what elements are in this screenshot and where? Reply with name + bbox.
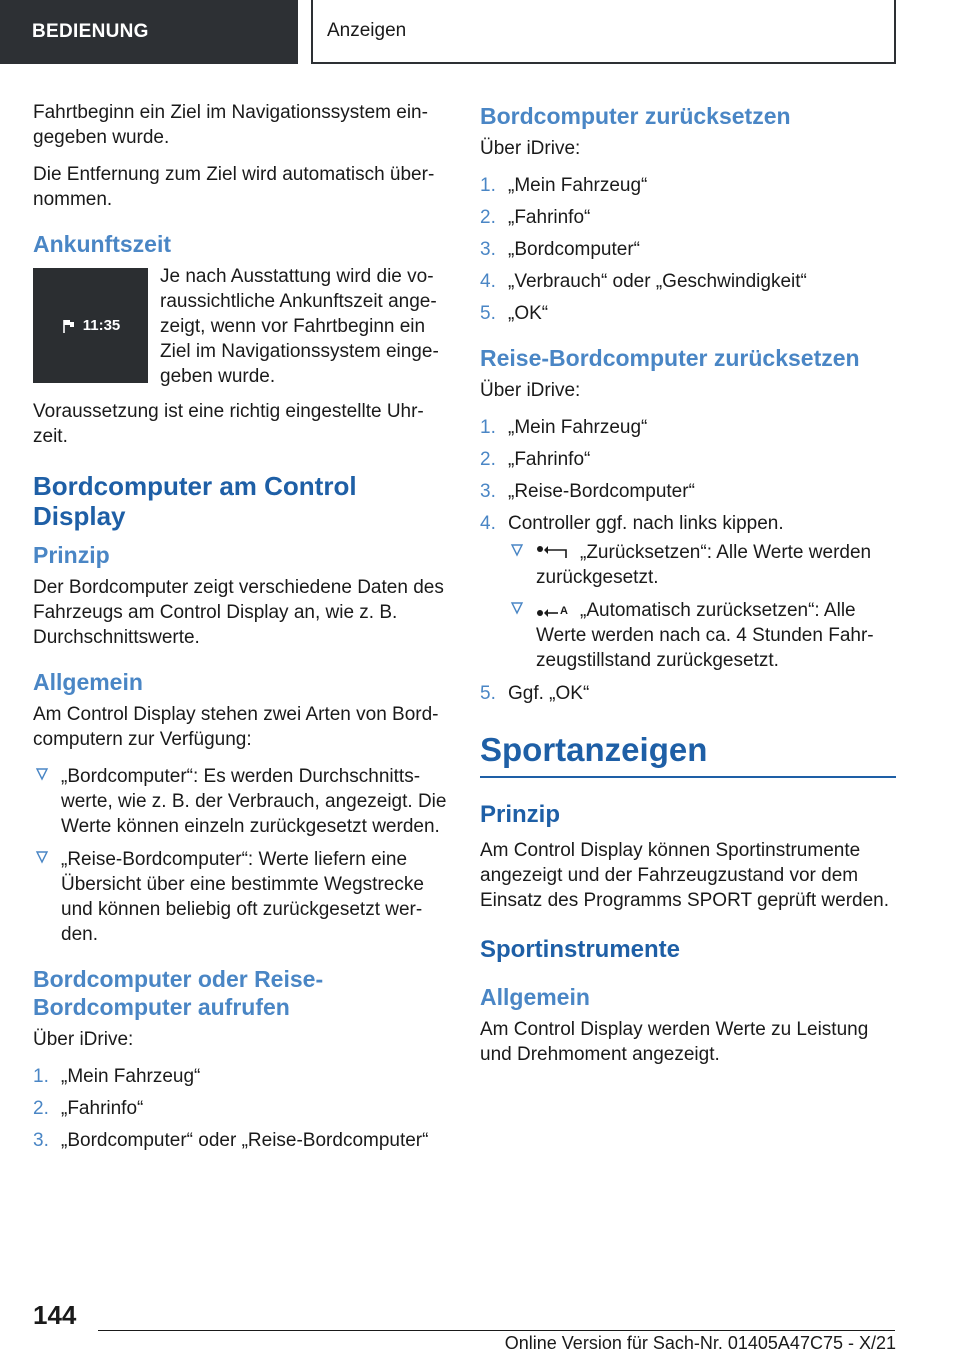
- list-item: [33, 1128, 448, 1153]
- left-paragraph-2: Die Entfernung zum Ziel wird automatisch über-nommen.: [33, 164, 435, 210]
- list-item-text: „Bordcomputer“: Es werden Durchschnitts-werte, wie z. B. der Verbrauch, angezeigt. Die Werte können einzeln zurückgesetzt werden.: [61, 766, 447, 837]
- reset-intro: Über iDrive:: [480, 138, 581, 159]
- arrival-description: Je nach Ausstattung wird die vo-raussichtliche Ankunftszeit ange-zeigt, wenn vor Fahrtbeginn ein Ziel im Navigationssystem einge-geben wurde.: [160, 266, 439, 387]
- heading-prinzip-right: Prinzip: [480, 801, 561, 828]
- step-text: „Fahrinfo“: [508, 207, 591, 228]
- heading-aufrufen: Bordcomputer oder Reise-Bordcomputer aufrufen: [33, 966, 324, 1020]
- header-section-tab: [0, 0, 298, 64]
- heading-sportinstrumente: Sportinstrumente: [480, 936, 681, 963]
- step-text: „Fahrinfo“: [61, 1098, 144, 1119]
- step-number: 2.: [480, 449, 496, 470]
- footer-divider: [98, 1330, 895, 1331]
- bordcomputer-types-list: [33, 764, 448, 947]
- list-item: [480, 205, 896, 230]
- step-number: 3.: [480, 239, 496, 260]
- step-number: 4.: [480, 513, 496, 534]
- step-text: „OK“: [508, 303, 549, 324]
- allgemein-text-left: Am Control Display stehen zwei Arten von Bord-computern zur Verfügung:: [33, 704, 439, 750]
- arrival-display-image: [33, 268, 148, 383]
- step-number: 5.: [480, 683, 496, 704]
- list-item: [480, 447, 896, 472]
- step-text: „Reise-Bordcomputer“: [508, 481, 695, 502]
- reset-steps: [480, 173, 896, 326]
- list-item: [480, 415, 896, 440]
- list-item: [33, 1096, 448, 1121]
- step-text: „Mein Fahrzeug“: [508, 175, 648, 196]
- step-number: 5.: [480, 303, 496, 324]
- heading-reise-bordcomputer-zuruecksetzen: Reise-Bordcomputer zurücksetzen: [480, 345, 860, 371]
- page-number: 144: [33, 1300, 77, 1330]
- step-text: „Fahrinfo“: [508, 449, 591, 470]
- svg-text:A: A: [560, 604, 568, 617]
- list-item: [480, 237, 896, 262]
- step-text: Controller ggf. nach links kippen.: [508, 513, 784, 534]
- step-text: „Mein Fahrzeug“: [508, 417, 648, 438]
- header-chapter-tab: [311, 0, 896, 64]
- heading-bordcomputer-control-display: Bordcomputer am Control Display: [33, 471, 357, 531]
- arrival-figure: [33, 264, 448, 389]
- allgemein-text-right: Am Control Display werden Werte zu Leistung und Drehmoment angezeigt.: [480, 1019, 869, 1065]
- step-number: 1.: [33, 1066, 49, 1087]
- left-paragraph-3: Voraussetzung ist eine richtig eingestellte Uhr-zeit.: [33, 401, 424, 447]
- reise-intro: Über iDrive:: [480, 380, 581, 401]
- arrival-time-value: 11:35: [82, 317, 121, 334]
- list-item-text: „Reise-Bordcomputer“: Werte liefern eine Übersicht über eine bestimmte Wegstrecke und können beliebig oft zurückgesetzt wer-den.: [61, 849, 424, 945]
- list-item: [33, 1064, 448, 1089]
- triangle-bullet-icon: [35, 767, 49, 781]
- step-number: 1.: [480, 417, 496, 438]
- heading-prinzip-left: Prinzip: [33, 542, 110, 568]
- heading-ankunftszeit: Ankunftszeit: [33, 231, 171, 257]
- aufrufen-steps: [33, 1064, 448, 1153]
- list-item: [508, 540, 896, 590]
- triangle-bullet-icon: [510, 543, 524, 557]
- list-item: [480, 173, 896, 198]
- header-section-label: BEDIENUNG: [32, 21, 149, 42]
- option-text: „Zurücksetzen“: Alle Werte werden zurückgesetzt.: [536, 542, 872, 588]
- step-text: „Bordcomputer“: [508, 239, 640, 260]
- step-number: 4.: [480, 271, 496, 292]
- heading-allgemein-left: Allgemein: [33, 669, 143, 695]
- heading-allgemein-right: Allgemein: [480, 984, 590, 1010]
- list-item: [480, 511, 896, 673]
- auto-reset-icon: [536, 602, 570, 620]
- triangle-bullet-icon: [510, 601, 524, 615]
- list-item: [33, 764, 448, 839]
- list-item: [480, 301, 896, 326]
- step-number: 3.: [33, 1130, 49, 1151]
- prinzip-text-left: Der Bordcomputer zeigt verschiedene Daten des Fahrzeugs am Control Display an, wie z. B. Durchschnittswerte.: [33, 577, 444, 648]
- aufrufen-intro: Über iDrive:: [33, 1029, 134, 1050]
- step-number: 2.: [480, 207, 496, 228]
- step-number: 2.: [33, 1098, 49, 1119]
- step-number: 3.: [480, 481, 496, 502]
- header-chapter-label: Anzeigen: [327, 20, 407, 41]
- step-text: „Bordcomputer“ oder „Reise-Bordcomputer“: [61, 1130, 429, 1151]
- list-item: [480, 479, 896, 504]
- flag-destination-icon: [61, 318, 77, 334]
- left-column: [33, 100, 448, 1163]
- right-column: [480, 100, 896, 1079]
- heading-sportanzeigen: Sportanzeigen: [480, 728, 896, 778]
- triangle-bullet-icon: [35, 850, 49, 864]
- prinzip-text-right: Am Control Display können Sportinstrumente angezeigt und der Fahrzeugzustand vor dem Einsatz des Programms SPORT geprüft werden.: [480, 840, 890, 911]
- step-number: 1.: [480, 175, 496, 196]
- option-text: „Automatisch zurücksetzen“: Alle Werte werden nach ca. 4 Stunden Fahr-zeugstillstand zurückgesetzt.: [536, 600, 874, 671]
- list-item: [480, 269, 896, 294]
- reise-steps: [480, 415, 896, 706]
- step-text: „Verbrauch“ oder „Geschwindigkeit“: [508, 271, 807, 292]
- step-text: Ggf. „OK“: [508, 683, 590, 704]
- list-item: [508, 598, 896, 673]
- footer-version-text: Online Version für Sach-Nr. 01405A47C75 - X/21: [504, 1333, 896, 1353]
- heading-bordcomputer-zuruecksetzen: Bordcomputer zurücksetzen: [480, 103, 791, 129]
- step-text: „Mein Fahrzeug“: [61, 1066, 201, 1087]
- list-item: [33, 847, 448, 947]
- left-paragraph-1: Fahrtbeginn ein Ziel im Navigationssystem ein-gegeben wurde.: [33, 102, 428, 148]
- list-item: [480, 681, 896, 706]
- reset-options-list: [508, 540, 896, 673]
- reset-icon: [536, 544, 570, 562]
